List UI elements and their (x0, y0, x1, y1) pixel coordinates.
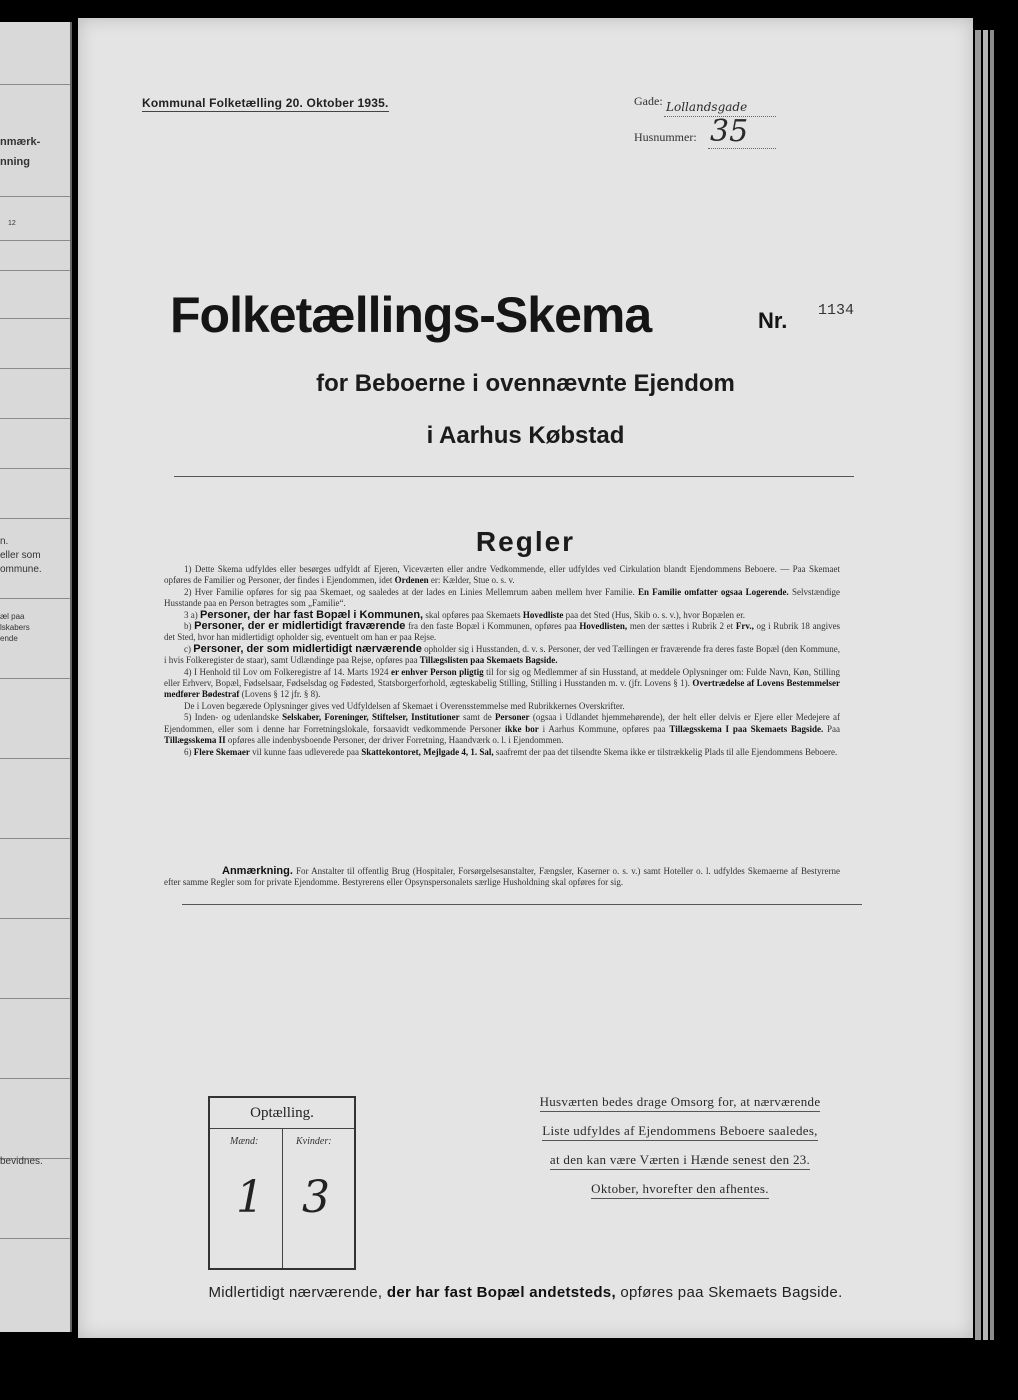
rule-line (0, 598, 70, 599)
rule-line (0, 678, 70, 679)
optaelling-divider (282, 1129, 283, 1268)
left-fragment: n. (0, 536, 9, 547)
rule-1: 1) Dette Skema udfyldes eller besørges udfyldt af Ejeren, Viceværten eller andre Vedkommende, eller udfyldes ved Cirkulation blandt Ejendommens Beboere. — Paa Skemaet opføres de Familier og Personer, der findes i Ejendommen, idet Ordenen er: Kælder, Stue o. s. v. (164, 564, 840, 586)
left-fragment: lskabers (0, 623, 30, 632)
left-fragment: nning (0, 156, 30, 168)
rule-4-extra: De i Loven begærede Oplysninger gives ved Udfyldelsen af Skemaet i Overensstemmelse med Rubrikkernes Overskrifter. (184, 700, 625, 711)
notice-line: Liste udfyldes af Ejendommens Beboere saaledes, (542, 1123, 817, 1141)
husnummer-label: Husnummer: (634, 130, 697, 144)
divider-top (174, 476, 854, 477)
rule-line (0, 518, 70, 519)
page-stack-edge (990, 30, 994, 1340)
rule-line (0, 918, 70, 919)
rule-line (0, 84, 70, 85)
optaelling-box (208, 1096, 356, 1270)
rule-3c: c) Personer, der som midlertidigt nærværende opholder sig i Husstanden, d. v. s. Personer, der ved Tællingen er fraværende fra deres faste Bopæl (den Kommune, i hvis Folkeregister de staar), samt Udlændinge paa Rejse, opføres paa Tillægslisten paa Skemaets Bagside. (164, 642, 841, 666)
rule-line (0, 838, 70, 839)
rule-2: 2) Hver Familie opføres for sig paa Skemaet, og saaledes at der lades en Linies Mellemrum aaben mellem hver Familie. En Familie omfatter ogsaa Logerende. Selvstændige Husstande paa en Person betragtes som „Familie“. (164, 586, 840, 609)
form-subtitle-city: i Aarhus Købstad (426, 422, 625, 449)
rule-line (0, 758, 70, 759)
gade-value: Lollandsgade (666, 100, 748, 114)
left-fragment: nmærk- (0, 136, 41, 148)
maend-label: Mænd: (230, 1136, 259, 1147)
left-fragment: æl paa (0, 612, 25, 621)
notice-line: Husværten bedes drage Omsorg for, at nærværende (540, 1094, 821, 1112)
form-title: Folketællings-Skema (170, 287, 652, 343)
gade-label: Gade: (634, 94, 663, 108)
regler-heading: Regler (475, 526, 576, 557)
rule-5: 5) Inden- og udenlandske Selskaber, Foreninger, Stiftelser, Institutioner samt de Personer (ogsaa i Udlandet hjemmehørende), der helt eller delvis er Ejere eller Medejere af Ejendommen, eller som i denne har Forretningslokale, forsaavidt vedkommende Personer ikke bor i Aarhus Kommune, opføres paa Tillægsskema I paa Skemaets Bagside. Paa Tillægsskema II opføres alle indenbysboende Personer, der driver Forretning, Haandværk o. l. i Ejendommen. (164, 712, 841, 746)
footer-note: Midlertidigt nærværende, der har fast Bopæl andetsteds, opføres paa Skemaets Bagside. (208, 1284, 843, 1301)
census-header: Kommunal Folketælling 20. Oktober 1935. (142, 96, 389, 110)
page-stack-edge (983, 30, 988, 1340)
husvaert-notice (510, 1094, 850, 1210)
notice-line: Oktober, hvorefter den afhentes. (591, 1181, 769, 1199)
left-fragment: ende (0, 634, 18, 643)
page-stack-edge (975, 30, 981, 1340)
left-fragment: eller som (0, 550, 41, 561)
rules-text (164, 564, 840, 758)
rule-line (0, 318, 70, 319)
rule-3a: 3 a) Personer, der har fast Bopæl i Kommunen, skal opføres paa Skemaets Hovedliste paa det Sted (Hus, Skib o. s. v.), hvor Bopælen er. (184, 608, 745, 621)
husnummer-line (708, 148, 776, 149)
divider-bottom (182, 904, 862, 905)
optaelling-title: Optælling. (210, 1098, 354, 1129)
left-facing-page (0, 22, 72, 1332)
rule-line (0, 468, 70, 469)
rule-line (0, 270, 70, 271)
left-fragment: 12 (8, 220, 16, 227)
kvinder-label: Kvinder: (296, 1136, 332, 1147)
anmaerkning-note: Anmærkning. For Anstalter til offentlig Brug (Hospitaler, Forsørgelsesanstalter, Fængsler, Kaserner o. s. v.) samt Hoteller o. l. udfyldes Skemaerne af Bestyrerne efter samme Regler som for private Ejendomme. Bestyrerens eller Opsynspersonalets særlige Husholdning skal opføres for sig. (164, 865, 841, 888)
rule-4: 4) I Henhold til Lov om Folkeregistre af 14. Marts 1924 er enhver Person pligtig til for sig og Medlemmer af sin Husstand, at meddele Oplysninger om: Fulde Navn, Køn, Stilling eller Erhverv, Bopæl, Fødselsaar, Fødselsdag og Fødested, Statsborgerforhold, ægteskabelig Stilling, Stilling i Husstanden m. v. (jfr. Lovens § 1). Overtrædelse af Lovens Bestemmelser medfører Bødestraf (Lovens § 12 jfr. § 8). (164, 666, 840, 700)
rule-line (0, 196, 70, 197)
notice-line: at den kan være Værten i Hænde senest den 23. (550, 1152, 810, 1170)
kvinder-count: 3 (302, 1172, 330, 1223)
form-subtitle: for Beboerne i ovennævnte Ejendom (316, 370, 735, 397)
left-fragment: ommune. (0, 564, 42, 575)
maend-count: 1 (236, 1172, 264, 1223)
rule-line (0, 998, 70, 999)
rule-line (0, 368, 70, 369)
nr-label: Nr. (758, 308, 788, 333)
rule-3b: b) Personer, der er midlertidigt fraværende fra den faste Bopæl i Kommunen, opføres paa Hovedlisten, men der sættes i Rubrik 2 et Frv., og i Rubrik 18 angives det Sted, hvor han midlertidigt opholder sig, eventuelt om han er paa Rejse. (164, 620, 841, 643)
rule-line (0, 240, 70, 241)
husnummer-value: 35 (710, 114, 749, 149)
rule-line (0, 1078, 70, 1079)
left-fragment: bevidnes. (0, 1156, 43, 1167)
rule-line (0, 1238, 70, 1239)
rule-line (0, 418, 70, 419)
census-form-page (78, 18, 973, 1338)
nr-value: 1134 (818, 302, 855, 319)
rule-6: 6) Flere Skemaer vil kunne faas udleverede paa Skattekontoret, Mejlgade 4, 1. Sal, saafremt der paa det tilsendte Skema ikke er tilstrækkelig Plads til alle Ejendommens Beboere. (184, 746, 838, 757)
